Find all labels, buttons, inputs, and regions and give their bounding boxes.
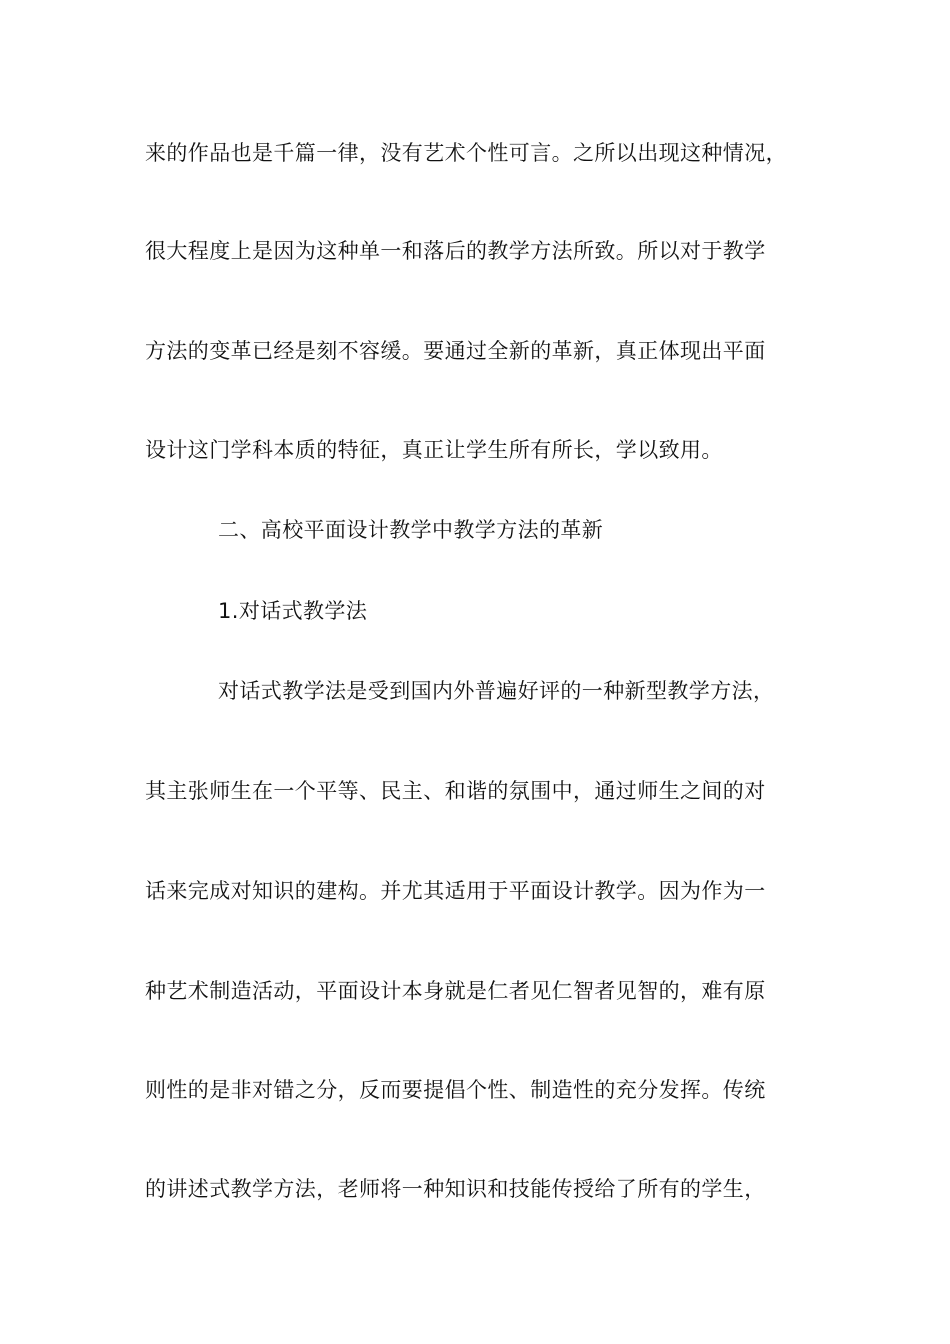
paragraph-line: 话来完成对知识的建构。并尤其适用于平面设计教学。因为作为一: [145, 879, 766, 903]
paragraph-line: 其主张师生在一个平等、民主、和谐的氛围中，通过师生之间的对: [145, 779, 766, 803]
paragraph-line: 对话式教学法是受到国内外普遍好评的一种新型教学方法，: [218, 679, 775, 703]
paragraph-line: 方法的变革已经是刻不容缓。要通过全新的革新，真正体现出平面: [145, 339, 766, 363]
subsection-heading: 1.对话式教学法: [218, 599, 368, 623]
paragraph-line: 设计这门学科本质的特征，真正让学生所有所长，学以致用。: [145, 438, 723, 462]
paragraph-line: 种艺术制造活动，平面设计本身就是仁者见仁智者见智的，难有原: [145, 979, 766, 1003]
paragraph-line: 则性的是非对错之分，反而要提倡个性、制造性的充分发挥。传统: [145, 1078, 766, 1102]
paragraph-line: 来的作品也是千篇一律，没有艺术个性可言。之所以出现这种情况，: [145, 141, 787, 165]
section-heading: 二、高校平面设计教学中教学方法的革新: [218, 518, 604, 542]
paragraph-line: 很大程度上是因为这种单一和落后的教学方法所致。所以对于教学: [145, 239, 766, 263]
paragraph-line: 的讲述式教学方法，老师将一种知识和技能传授给了所有的学生，: [145, 1177, 766, 1201]
